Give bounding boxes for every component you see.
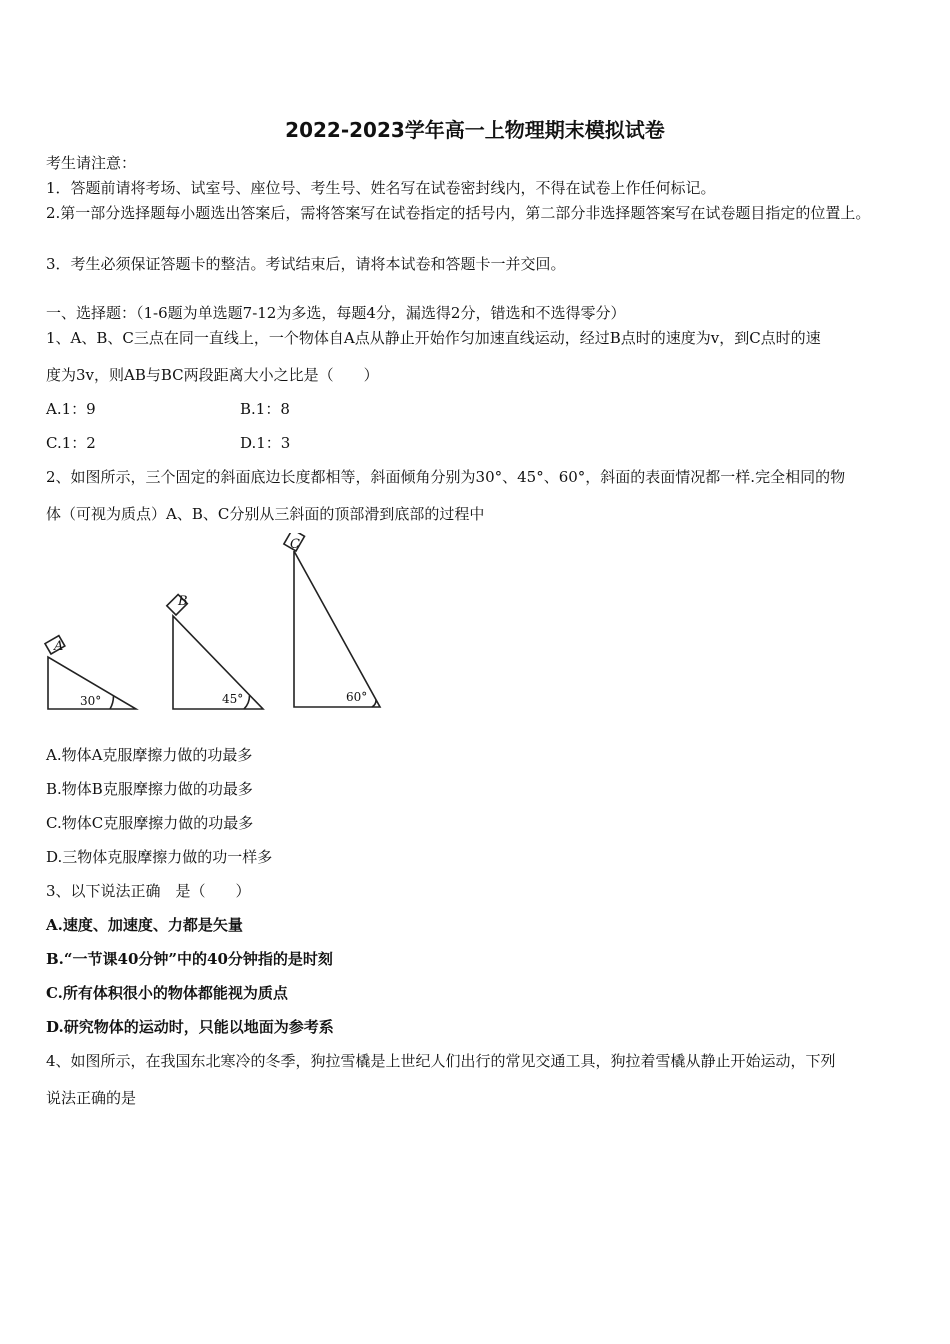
label-c: C bbox=[290, 537, 300, 552]
question-4-stem-line2: 说法正确的是 bbox=[46, 1089, 137, 1107]
question-3-option-a: A.速度、加速度、力都是矢量 bbox=[46, 916, 243, 934]
question-2-option-a: A.物体A克服摩擦力做的功最多 bbox=[46, 746, 253, 764]
question-3-option-c: C.所有体积很小的物体都能视为质点 bbox=[46, 984, 288, 1002]
angle-label-30: 30° bbox=[80, 694, 102, 708]
question-2-option-b: B.物体B克服摩擦力做的功最多 bbox=[46, 780, 253, 798]
question-3-option-b: B.“一节课40分钟”中的40分钟指的是时刻 bbox=[46, 950, 333, 968]
question-1-option-d: D.1：3 bbox=[240, 434, 291, 452]
incline-diagram bbox=[40, 533, 390, 718]
incline-b-triangle bbox=[173, 616, 263, 709]
angle-label-45: 45° bbox=[222, 692, 244, 706]
question-2-stem-line1: 2、如图所示，三个固定的斜面底边长度都相等，斜面倾角分别为30°、45°、60°，斜面的表面情况都一样.完全相同的物 bbox=[46, 468, 846, 486]
question-1-option-c: C.1：2 bbox=[46, 434, 96, 452]
question-1-stem-line1: 1、A、B、C三点在同一直线上，一个物体自A点从静止开始作匀加速直线运动，经过B点时的速度为v，到C点时的速 bbox=[46, 329, 821, 347]
question-1-option-b: B.1：8 bbox=[240, 400, 290, 418]
incline-c-triangle bbox=[294, 551, 380, 707]
label-b: B bbox=[178, 594, 188, 609]
notice-heading: 考生请注意： bbox=[46, 154, 137, 172]
question-3-option-d: D.研究物体的运动时，只能以地面为参考系 bbox=[46, 1018, 334, 1036]
page-title: 2022-2023学年高一上物理期末模拟试卷 bbox=[285, 118, 665, 142]
question-2-option-d: D.三物体克服摩擦力做的功一样多 bbox=[46, 848, 273, 866]
question-1-option-a: A.1：9 bbox=[46, 400, 96, 418]
question-4-stem-line1: 4、如图所示，在我国东北寒冷的冬季，狗拉雪橇是上世纪人们出行的常见交通工具，狗拉着雪橇从静止开始运动，下列 bbox=[46, 1052, 836, 1070]
angle-label-60: 60° bbox=[346, 690, 368, 704]
notice-item-1: 1．答题前请将考场、试室号、座位号、考生号、姓名写在试卷密封线内，不得在试卷上作任何标记。 bbox=[46, 179, 716, 197]
notice-item-3: 3．考生必须保证答题卡的整洁。考试结束后，请将本试卷和答题卡一并交回。 bbox=[46, 255, 566, 273]
notice-item-2: 2.第一部分选择题每小题选出答案后，需将答案写在试卷指定的括号内，第二部分非选择题答案写在试卷题目指定的位置上。 bbox=[46, 204, 871, 222]
angle-arc-b bbox=[244, 696, 250, 710]
angle-arc-c bbox=[372, 700, 376, 707]
question-2-stem-line2: 体（可视为质点）A、B、C分别从三斜面的顶部滑到底部的过程中 bbox=[46, 505, 485, 523]
angle-arc-a bbox=[110, 696, 114, 709]
question-2-option-c: C.物体C克服摩擦力做的功最多 bbox=[46, 814, 254, 832]
section-heading: 一、选择题：（1-6题为单选题7-12为多选，每题4分，漏选得2分，错选和不选得零分） bbox=[46, 304, 626, 322]
question-1-stem-line2: 度为3v，则AB与BC两段距离大小之比是（ ） bbox=[46, 366, 379, 384]
label-a: A bbox=[54, 639, 64, 654]
question-3-stem: 3、以下说法正确 是（ ） bbox=[46, 882, 251, 900]
